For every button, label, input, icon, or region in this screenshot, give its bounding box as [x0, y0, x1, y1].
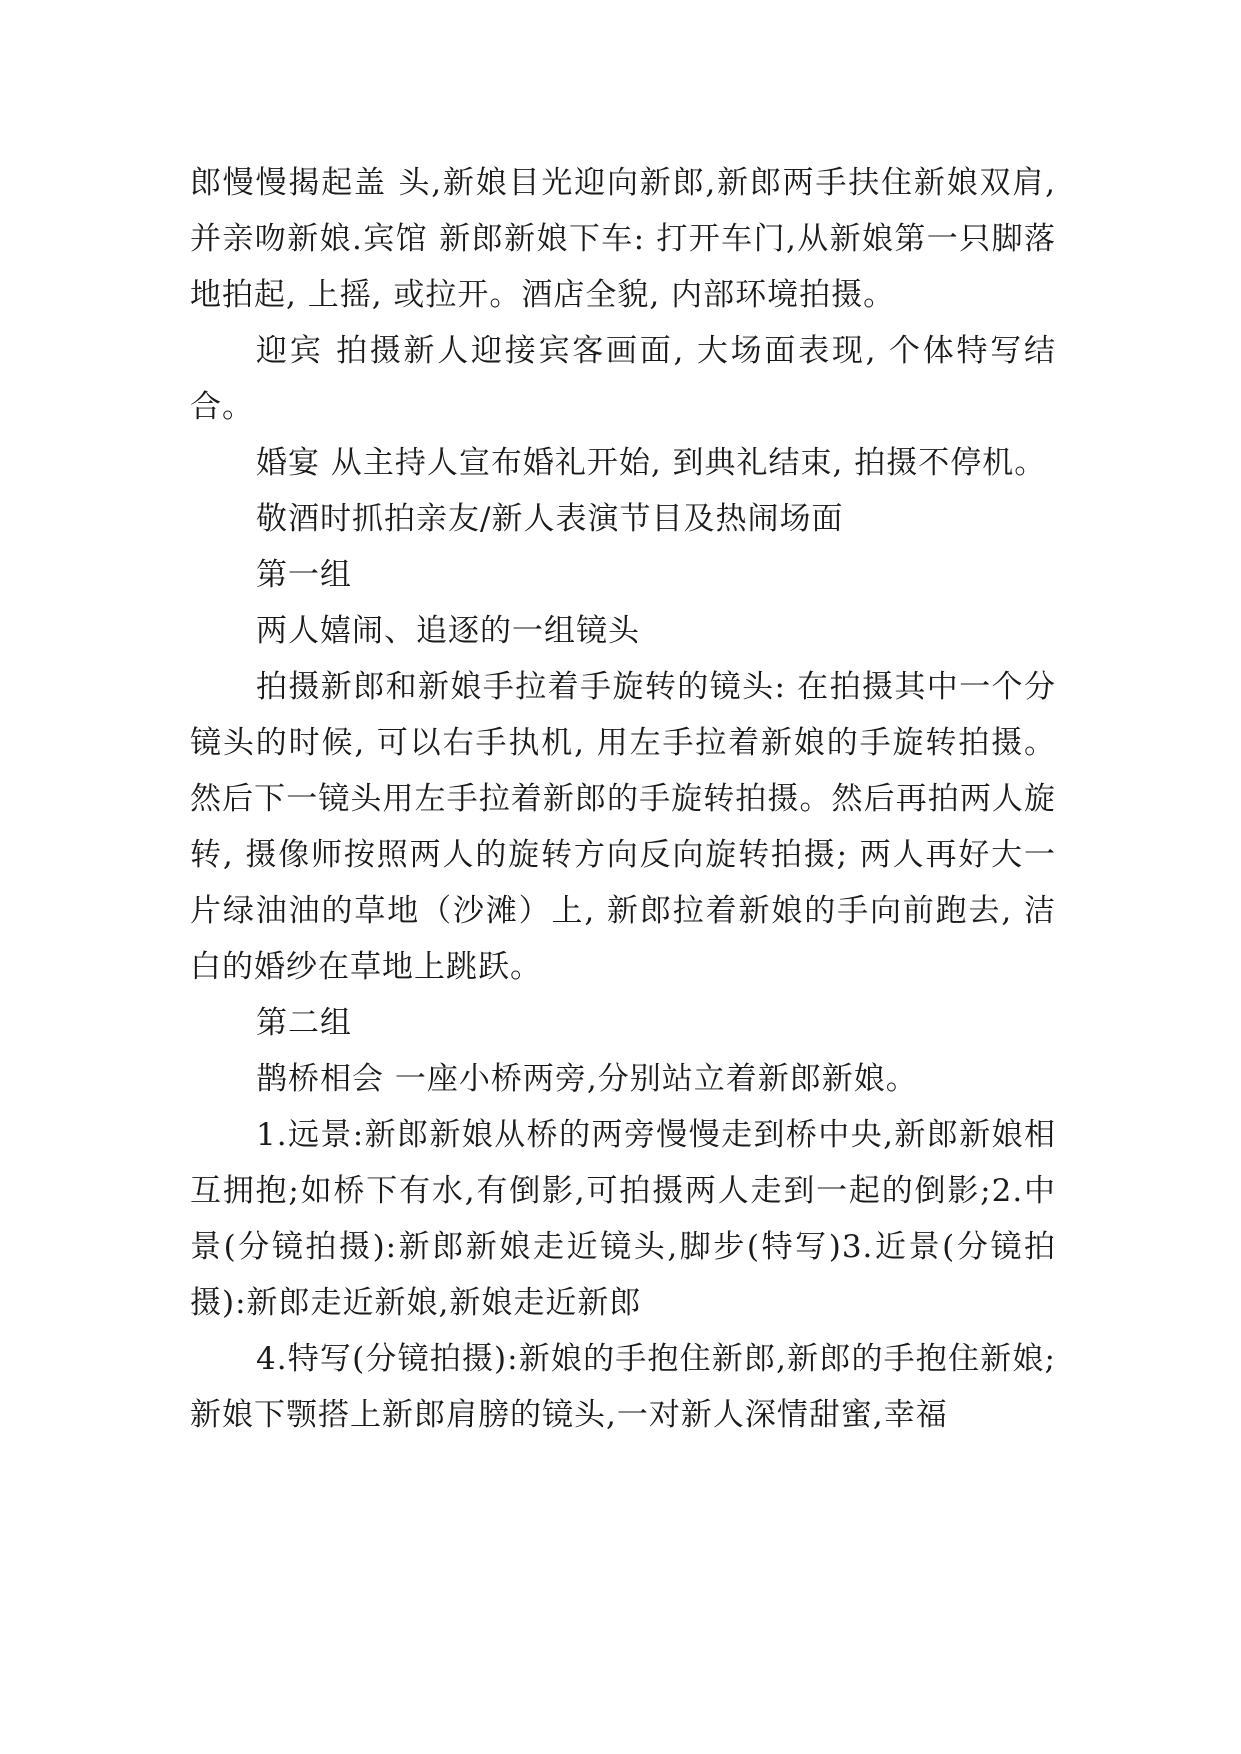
- paragraph: 鹊桥相会 一座小桥两旁,分别站立着新郎新娘。: [256, 1061, 918, 1097]
- paragraph: 敬酒时抓拍亲友/新人表演节目及热闹场面: [256, 501, 844, 537]
- document-body: [190, 155, 1056, 1443]
- section-heading: 第二组: [256, 1005, 352, 1041]
- paragraph: 婚宴 从主持人宣布婚礼开始, 到典礼结束, 拍摄不停机。: [256, 445, 1047, 481]
- section-heading: 第一组: [256, 557, 352, 593]
- paragraph: 迎宾 拍摄新人迎接宾客画面, 大场面表现, 个体特写结合。: [190, 333, 1056, 425]
- paragraph: 郎慢慢揭起盖 头,新娘目光迎向新郎,新郎两手扶住新娘双肩,并亲吻新娘.宾馆 新郎新娘下车: 打开车门,从新娘第一只脚落地拍起, 上摇, 或拉开。酒店全貌, 内部环境拍摄。: [190, 165, 1056, 313]
- paragraph: 1.远景:新郎新娘从桥的两旁慢慢走到桥中央,新郎新娘相互拥抱;如桥下有水,有倒影,可拍摄两人走到一起的倒影;2.中景(分镜拍摄):新郎新娘走近镜头,脚步(特写)3.近景(分镜拍摄):新郎走近新娘,新娘走近新郎: [190, 1117, 1056, 1321]
- paragraph: 4.特写(分镜拍摄):新娘的手抱住新郎,新郎的手抱住新娘;新娘下颚搭上新郎肩膀的镜头,一对新人深情甜蜜,幸福: [190, 1341, 1056, 1433]
- paragraph: 两人嬉闹、追逐的一组镜头: [256, 613, 640, 649]
- paragraph: 拍摄新郎和新娘手拉着手旋转的镜头: 在拍摄其中一个分镜头的时候, 可以右手执机, 用左手拉着新娘的手旋转拍摄。然后下一镜头用左手拉着新郎的手旋转拍摄。然后再拍两人旋转, 摄像师按照两人的旋转方向反向旋转拍摄; 两人再好大一片绿油油的草地（沙滩）上, 新郎拉着新娘的手向前跑去, 洁白的婚纱在草地上跳跃。: [190, 669, 1056, 985]
